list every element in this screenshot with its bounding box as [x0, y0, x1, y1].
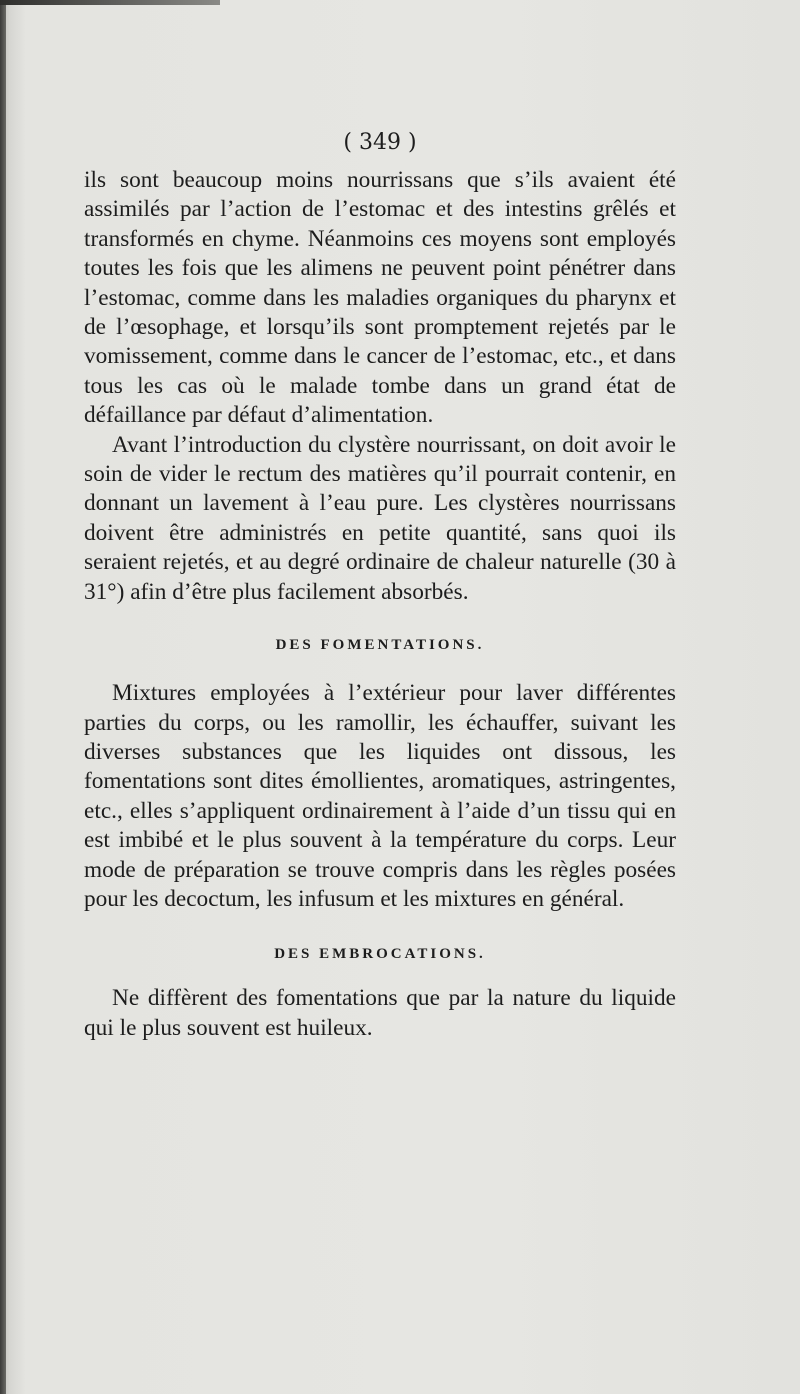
page-number: ( 349 ) [343, 130, 417, 155]
page-top-edge [0, 0, 220, 5]
section-heading-embrocations: DES EMBROCATIONS. [274, 946, 486, 963]
paragraph-embrocations: Ne diffèrent des fomentations que par la nature du liquide qui le plus souvent est huileux. [84, 985, 676, 1041]
paragraph-fomentations: Mixtures employées à l’extérieur pour laver différentes parties du corps, ou les ramollir, les échauffer, suivant les diverses substances que les liquides ont dissous, les fomentations sont dites émollientes, aromatiques, astringentes, etc., elles s’appliquent ordinairement à l’aide d’un tissu qui en est imbibé et le plus souvent à la température du corps. Leur mode de préparation se trouve compris dans les règles posées pour les decoctum, les infusum et les mixtures en général. [84, 680, 676, 912]
paragraph-continuation: ils sont beaucoup moins nourrissans que s’ils avaient été assimilés par l’action de l’estomac et des intestins grêlés et transformés en chyme. Néanmoins ces moyens sont employés toutes les fois que les alimens ne peuvent point pénétrer dans l’estomac, comme dans les maladies organiques du pharynx et de l’œsophage, et lorsqu’ils sont promptement rejetés par le vomissement, comme dans le cancer de l’estomac, etc., et dans tous les cas où le malade tombe dans un grand état de défaillance par défaut d’alimentation. [84, 167, 676, 429]
page-text [84, 128, 676, 1043]
book-spine-shadow [0, 0, 6, 1394]
section-heading-fomentations: DES FOMENTATIONS. [275, 637, 485, 654]
paragraph-clystere: Avant l’introduction du clystère nourrissant, on doit avoir le soin de vider le rectum des matières qu’il pourrait contenir, en donnant un lavement à l’eau pure. Les clystères nourrissans doivent être administrés en petite quantité, sans quoi ils seraient rejetés, et au degré ordinaire de chaleur naturelle (30 à 31°) afin d’être plus facilement absorbés. [84, 431, 676, 605]
